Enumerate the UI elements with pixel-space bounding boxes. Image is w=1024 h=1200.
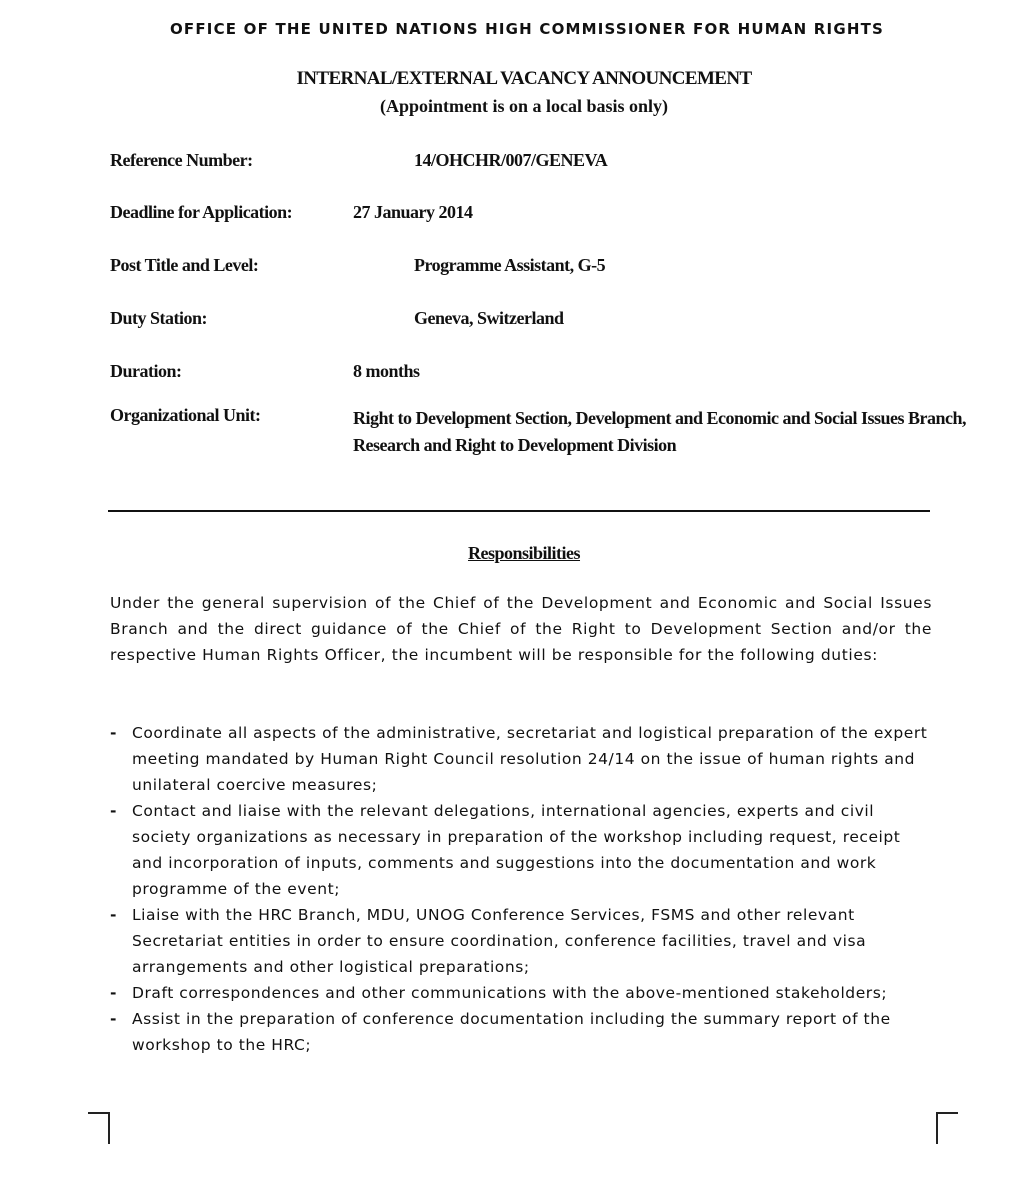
duty-text: Assist in the preparation of conference documentation including the summary report of the workshop to the HRC; (132, 1010, 891, 1054)
responsibilities-intro: Under the general supervision of the Chief of the Development and Economic and Social Issues Branch and the direct guidance of the Chief of the Right to Development Section and/or the respective Human Rights Officer, the incumbent will be responsible for the following duties: (110, 594, 932, 664)
deadline-label: Deadline for Application: (110, 202, 293, 222)
post-title-label: Post Title and Level: (110, 255, 259, 275)
duty-station-label: Duty Station: (110, 308, 208, 328)
duty-text: Coordinate all aspects of the administrative, secretariat and logistical preparation of the expert meeting mandated by Human Right Council resolution 24/14 on the issue of human rights and unilateral coercive measures; (132, 724, 928, 794)
bullet-dash: - (110, 724, 117, 742)
announcement-title: INTERNAL/EXTERNAL VACANCY ANNOUNCEMENT (296, 68, 752, 89)
duty-item (110, 798, 932, 902)
duty-text: Contact and liaise with the relevant delegations, international agencies, experts and civil society organizations as necessary in preparation of the workshop including request, receipt and incorporation of inputs, comments and suggestions into the documentation and work programme of the event; (132, 802, 901, 898)
section-divider (108, 510, 930, 512)
reference-number-label: Reference Number: (110, 150, 253, 170)
bullet-dash: - (110, 984, 117, 1002)
duty-station-value: Geneva, Switzerland (414, 308, 564, 328)
responsibilities-heading: Responsibilities (467, 543, 581, 563)
duty-item (110, 1006, 932, 1058)
organizational-unit-label: Organizational Unit: (110, 405, 261, 425)
deadline-value: 27 January 2014 (353, 202, 473, 222)
reference-number-value: 14/OHCHR/007/GENEVA (414, 150, 608, 170)
duty-text: Liaise with the HRC Branch, MDU, UNOG Conference Services, FSMS and other relevant Secretariat entities in order to ensure coordination, conference facilities, travel and visa arrangements and other logistical preparations; (132, 906, 867, 976)
duty-item (110, 980, 932, 1006)
duration-value: 8 months (353, 361, 420, 381)
bullet-dash: - (110, 906, 117, 924)
duration-label: Duration: (110, 361, 182, 381)
announcement-subtitle: (Appointment is on a local basis only) (379, 96, 669, 116)
bullet-dash: - (110, 802, 117, 820)
duty-item (110, 720, 932, 798)
post-title-value: Programme Assistant, G-5 (414, 255, 606, 275)
duty-text: Draft correspondences and other communications with the above-mentioned stakeholders; (132, 984, 888, 1002)
bullet-dash: - (110, 1010, 117, 1028)
page-corner-mark-left (88, 1112, 110, 1144)
organizational-unit-value: Right to Development Section, Development and Economic and Social Issues Branch, Research and Right to Development Division (353, 408, 967, 455)
office-header: OFFICE OF THE UNITED NATIONS HIGH COMMISSIONER FOR HUMAN RIGHTS (169, 20, 885, 38)
duty-item (110, 902, 932, 980)
page-corner-mark-right (936, 1112, 958, 1144)
duties-list (110, 720, 932, 1058)
